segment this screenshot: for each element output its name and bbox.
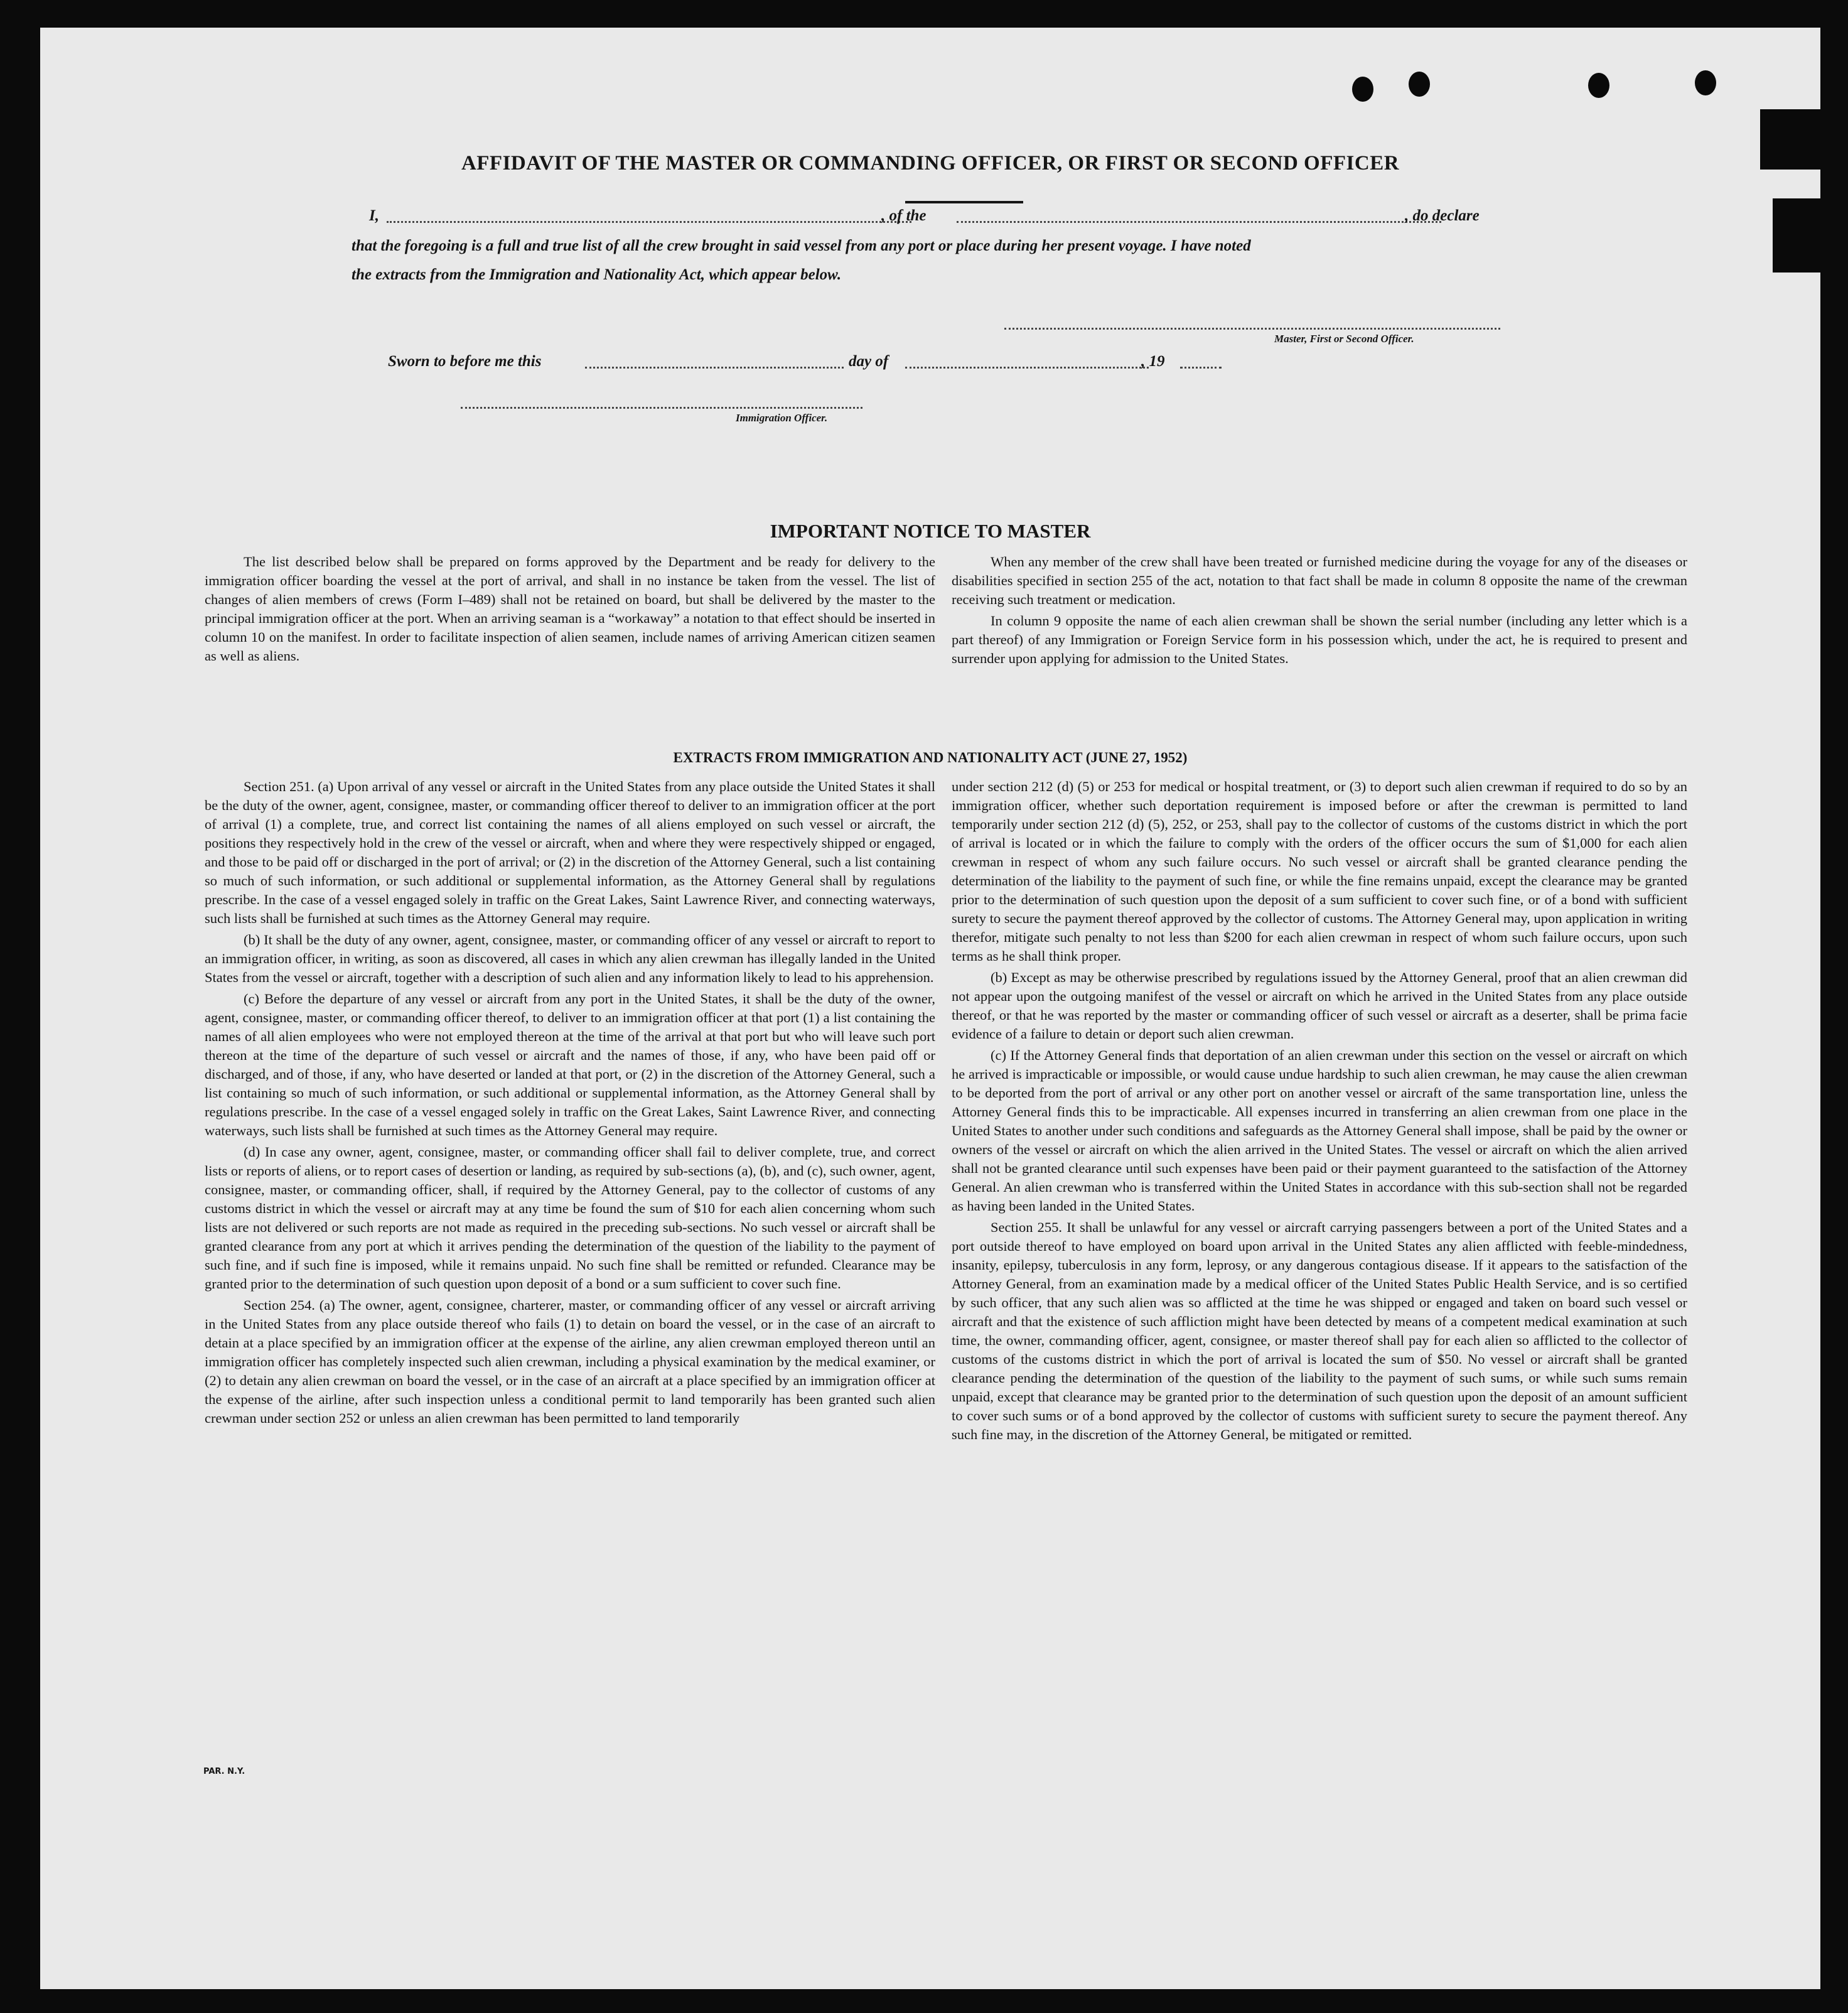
punch-hole <box>1695 70 1716 95</box>
vessel-field[interactable] <box>957 221 1441 223</box>
section-251-b: (b) It shall be the duty of any owner, agent, consignee, master, or commanding officer of any vessel or aircraft to report to an immigration officer, in writing, as soon as discovered, all cases in which any alien crewman has illegally landed in the United States from the vessel or aircraft, together with a description of such alien and any information likely to lead to his apprehension. <box>205 932 935 985</box>
affidavit-line1-start: I, <box>369 207 379 224</box>
section-251-a: Section 251. (a) Upon arrival of any vessel or aircraft in the United States from any place outside the United States it shall be the duty of the owner, agent, consignee, master, or commanding officer thereof to deliver to an immigration officer at the port of arrival (1) a complete, true, and correct list containing the names of all aliens employed on such vessel or aircraft, the positions they respectively hold in the crew of the vessel or aircraft, when and where they were respectively shipped or engaged, and those to be paid off or discharged in the port of arrival; or (2) in the discretion of the Attorney General, such a list containing so much of such information, or such additional or supplemental information, as the Attorney General shall by regulations prescribe. In the case of a vessel engaged solely in traffic on the Great Lakes, Saint Lawrence River, and connecting waterways, such lists shall be furnished at such times as the Attorney General may require. <box>205 779 935 926</box>
extracts-left-column <box>205 777 935 1430</box>
officer-signature-caption: Immigration Officer. <box>736 412 828 424</box>
master-signature-caption: Master, First or Second Officer. <box>1274 333 1414 345</box>
section-254-c: (c) If the Attorney General finds that deportation of an alien crewman under this section on the vessel or aircraft on which he arrived is impracticable or impossible, or would cause undue hardship to such alien crewman, he may cause the alien crewman to be deported from the port of arrival or any other port on another vessel or aircraft of the same transportation line, unless the Attorney General finds this to be impracticable. All expenses incurred in transferring an alien crewman from one place in the United States to another under such conditions and safeguards as the Attorney General shall impose, shall be paid by the owner or owners of the vessel or aircraft on which the alien arrived in the United States. The vessel or aircraft on which the alien arrived shall not be granted clearance until such expenses have been paid or their payment guaranteed to the satisfaction of the Attorney General. An alien crewman who is transferred within the United States in accordance with this sub-section shall not be regarded as having been landed in the United States. <box>952 1047 1687 1214</box>
section-251-d: (d) In case any owner, agent, consignee, master, or commanding officer shall fail to deliver complete, true, and correct lists or reports of aliens, or to report cases of desertion or landing, as required by sub-sections (a), (b), and (c), such owner, agent, consignee, master, or commanding officer, shall, if required by the Attorney General, pay to the collector of customs of any customs district in which the vessel or aircraft may at any time be found the sum of $10 for each alien concerning whom such lists are not delivered or such reports are not made as required in the preceding sub-sections. No such vessel or aircraft shall be granted clearance from any port at which it arrives pending the determination of the question of the liability to the payment of such fine, and if such fine is imposed, while it remains unpaid. No such fine shall be remitted or refunded. Clearance may be granted prior to the determination of such question upon deposit of a bond or a sum sufficient to cover such fine. <box>205 1144 935 1292</box>
section-254-b: (b) Except as may be otherwise prescribed by regulations issued by the Attorney General, proof that an alien crewman did not appear upon the outgoing manifest of the vessel or aircraft on which he arrived in the United States from any place outside thereof, or that he was reported by the master or commanding officer of such vessel or aircraft as a deserter, shall be prima facie evidence of a failure to detain or deport such alien crewman. <box>952 969 1687 1042</box>
affidavit-line3: the extracts from the Immigration and Nationality Act, which appear below. <box>352 266 842 283</box>
sworn-day-field[interactable] <box>585 367 844 369</box>
officer-signature-field[interactable] <box>461 407 862 409</box>
sworn-year-label: , 19 <box>1141 353 1165 370</box>
title-rule <box>905 201 1023 203</box>
master-signature-field[interactable] <box>1004 328 1500 330</box>
extracts-right-column <box>952 777 1687 1447</box>
affidavit-title: AFFIDAVIT OF THE MASTER OR COMMANDING OFFICER, OR FIRST OR SECOND OFFICER <box>461 152 1400 175</box>
affidavit-line1-end: , do declare <box>1405 207 1480 224</box>
punch-hole <box>1409 72 1430 97</box>
section-254-a: Section 254. (a) The owner, agent, consignee, charterer, master, or commanding officer of any vessel or aircraft arriving in the United States from any place outside thereof who fails (1) to detain on board the vessel, or in the case of an aircraft to detain at a place specified by an immigration officer at the expense of the airline, any alien crewman employed thereon until an immigration officer has completely inspected such alien crewman, including a physical examination by the medical examiner, or (2) to detain any alien crewman on board the vessel, or in the case of an aircraft at a place specified by an immigration officer at the expense of the airline, after such inspection unless a conditional permit to land temporarily has been granted such alien crewman under section 252 or unless an alien crewman has been permitted to land temporarily <box>205 1297 935 1426</box>
sworn-month-field[interactable] <box>905 367 1149 369</box>
notice-paragraph: When any member of the crew shall have been treated or furnished medicine during the voyage for any of the diseases or disabilities specified in section 255 of the act, notation to that fact shall be made in column 8 opposite the name of the crewman receiving such treatment or medication. <box>952 554 1687 607</box>
print-code: PAR. N.Y. <box>203 1767 245 1776</box>
sworn-label: Sworn to before me this <box>388 353 542 370</box>
binding-tab <box>1773 198 1820 273</box>
notice-right-column <box>952 553 1687 671</box>
notice-paragraph: The list described below shall be prepared on forms approved by the Department and be ready for delivery to the immigration officer boarding the vessel at the port of arrival, and shall in no instance be taken from the vessel. The list of changes of alien members of crews (Form I–489) shall not be retained on board, but shall be delivered by the master to the principal immigration officer at the port. When an arriving seaman is a “workaway” a notation to that effect should be inserted in column 10 on the manifest. In order to facilitate inspection of alien seamen, include names of arriving American citizen seamen as well as aliens. <box>205 554 935 664</box>
notice-title: IMPORTANT NOTICE TO MASTER <box>770 520 1091 542</box>
affidavit-line1-mid: , of the <box>881 207 927 224</box>
sworn-year-field[interactable] <box>1180 367 1222 369</box>
section-251-c: (c) Before the departure of any vessel or aircraft from any port in the United States, it shall be the duty of the owner, agent, consignee, master, or commanding officer thereof, to deliver to an immigration officer at that port (1) a list containing the names of all alien employees who were not employed thereon at the time of the arrival at that port but who will leave such port thereon at the time of the departure of such vessel or aircraft and the names of those, if any, who have been paid off or discharged, and of those, if any, who have deserted or landed at that port, or (2) in the discretion of the Attorney General, such a list containing so much of such information, or such additional or supplemental information, as the Attorney General shall by regulations prescribe. In the case of a vessel engaged solely in traffic on the Great Lakes, Saint Lawrence River, and connecting waterways, such lists shall be furnished at such times as the Attorney General may require. <box>205 991 935 1138</box>
document-page <box>40 28 1820 1989</box>
notice-left-column <box>205 553 935 668</box>
section-255: Section 255. It shall be unlawful for any vessel or aircraft carrying passengers between a port of the United States and a port outside thereof to have employed on board upon arrival in the United States any alien afflicted with feeble-mindedness, insanity, epilepsy, tuberculosis in any form, leprosy, or any dangerous contagious disease. If it appears to the satisfaction of the Attorney General, from an examination made by a medical officer of the United States Public Health Service, and is so certified by such officer, that any such alien was so afflicted at the time he was shipped or engaged and taken on board such vessel or aircraft and that the existence of such affliction might have been detected by means of a competent medical examination at such time, the owner, commanding officer, agent, consignee, or master thereof shall pay for each alien so afflicted to the collector of customs of the customs district in which the port of arrival is located the sum of $50. No vessel or aircraft shall be granted clearance pending the determination of the question of the liability to the payment of such sums, or while such sums remain unpaid, except that clearance may be granted prior to the determination of such question upon the deposit of an amount sufficient to cover such sums or of a bond approved by the collector of customs with sufficient surety to secure the payment thereof. Any such fine may, in the discretion of the Attorney General, be mitigated or remitted. <box>952 1219 1687 1442</box>
punch-hole <box>1352 77 1373 102</box>
punch-hole <box>1588 73 1609 98</box>
name-field[interactable] <box>387 221 911 223</box>
sworn-day-label: day of <box>849 353 889 370</box>
extracts-title: EXTRACTS FROM IMMIGRATION AND NATIONALITY ACT (JUNE 27, 1952) <box>673 750 1188 765</box>
section-254-a-continued: under section 212 (d) (5) or 253 for medical or hospital treatment, or (3) to deport such alien crewman if required to do so by an immigration officer, whether such deportation requirement is imposed before or after the crewman is permitted to land temporarily under section 212 (d) (5), 252, or 253, shall pay to the collector of customs of the customs district in which the port of arrival is located or in which the failure to comply with the orders of the officer occurs the sum of $1,000 for each alien crewman in respect of whom any such failure occurs. No such vessel or aircraft shall be granted clearance pending the determination of the liability to the payment of such fine, or while the fine remains unpaid, except the clearance may be granted prior to the determination of such question upon the deposit of a sum sufficient to cover such fine, or of a bond with sufficient surety to secure the payment thereof approved by the collector of customs. The Attorney General may, upon application in writing therefor, mitigate such penalty to not less than $200 for each alien crewman in respect of whom such failure occurs, upon such terms as he shall think proper. <box>952 779 1687 964</box>
notice-paragraph: In column 9 opposite the name of each alien crewman shall be shown the serial number (including any letter which is a part thereof) of any Immigration or Foreign Service form in his possession which, under the act, he is required to present and surrender upon applying for admission to the United States. <box>952 613 1687 666</box>
affidavit-line2: that the foregoing is a full and true list of all the crew brought in said vessel from any port or place during her present voyage. I have noted <box>352 237 1251 254</box>
